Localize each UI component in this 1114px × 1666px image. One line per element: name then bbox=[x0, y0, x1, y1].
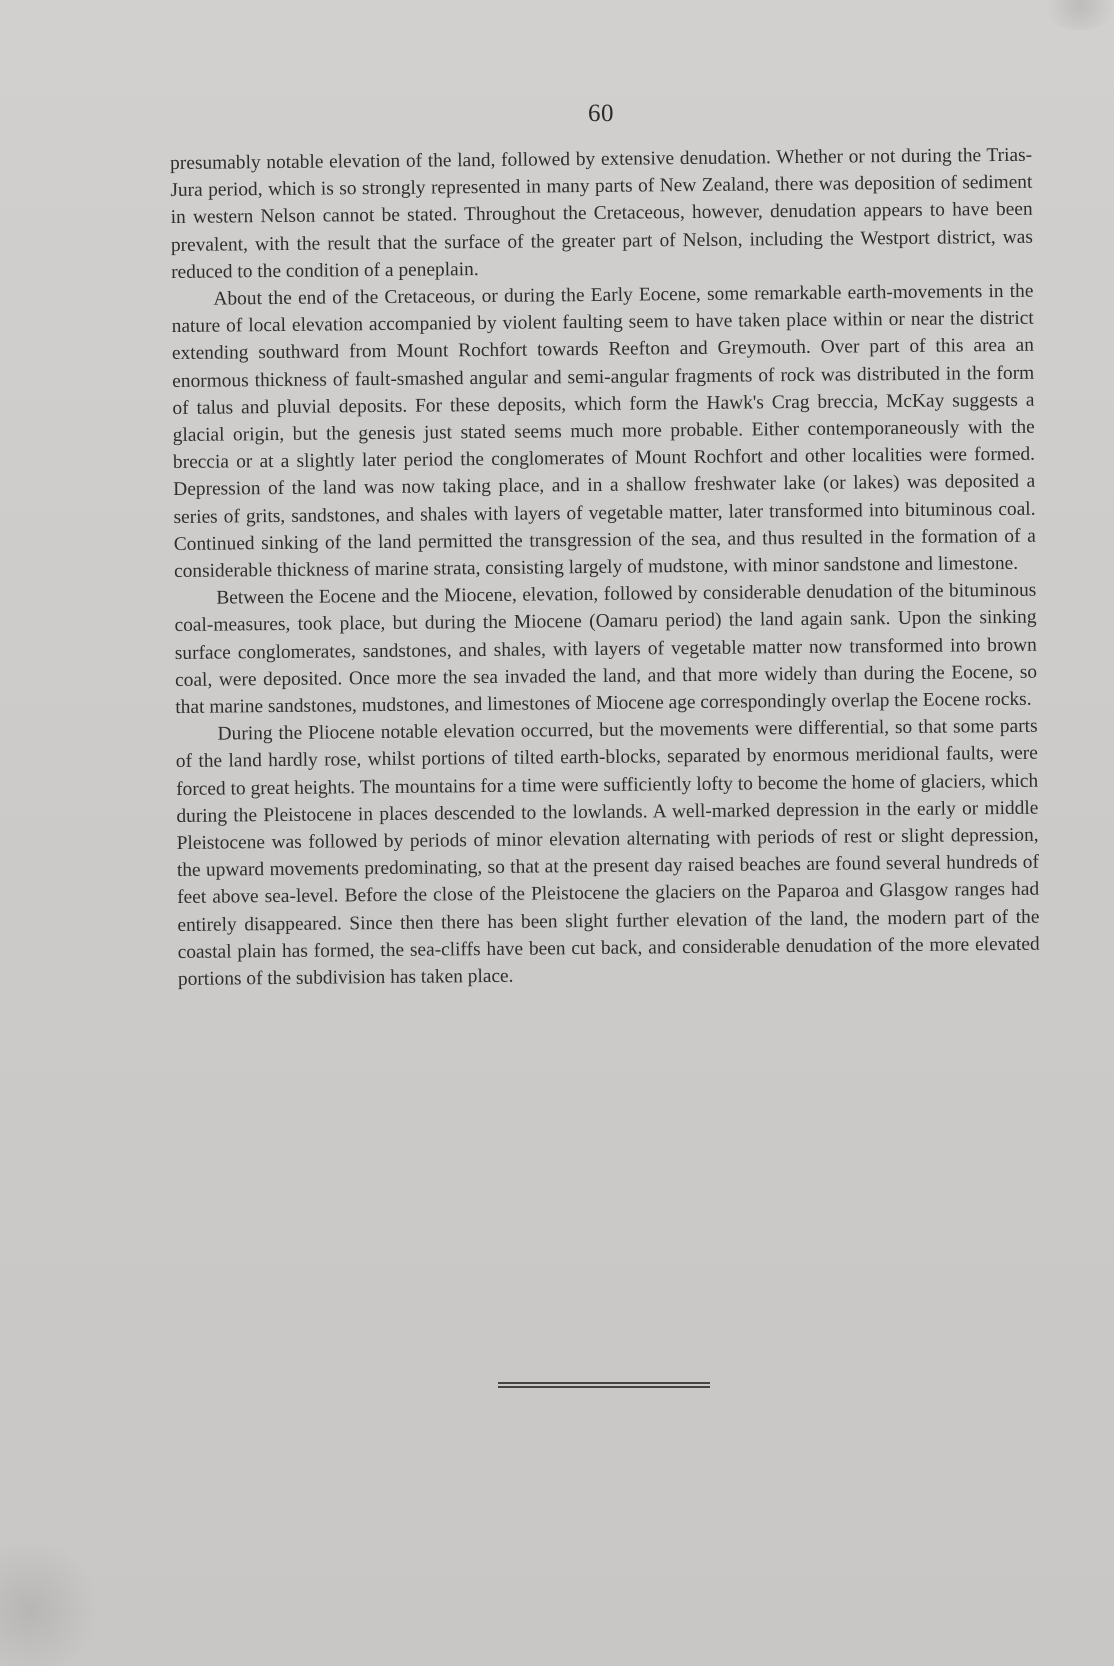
rule-line bbox=[498, 1382, 710, 1384]
paragraph: About the end of the Cretaceous, or during the Early Eocene, some remarkable earth-movements in the nature of local elevation accompanied by violent faulting seem to have taken place within or near the district extending southward from Mount Rochfort towards Reefton and Greymouth. Over part of this area an enormous thickness of fault-smashed angular and semi-angular fragments of rock was distributed in the form of talus and pluvial deposits. For these deposits, which form the Hawk's Crag breccia, McKay suggests a glacial origin, but the genesis just stated seems much more probable. Either contemporaneously with the breccia or at a slightly later period the conglomerates of Mount Rochfort and other localities were formed. Depression of the land was now taking place, and in a shallow freshwater lake (or lakes) was deposited a series of grits, sandstones, and shales with layers of vegetable matter, later transformed into bituminous coal. Continued sinking of the land permitted the transgression of the sea, and thus resulted in the formation of a considerable thickness of marine strata, consisting largely of mudstone, with minor sandstone and limestone. bbox=[171, 280, 1036, 583]
paper-stain bbox=[0, 1540, 100, 1666]
paragraph: presumably notable elevation of the land, followed by extensive denudation. Whether or not during the Trias-Jura period, which is so strongly represented in many parts of New Zealand, there was deposition of sediment in western Nelson cannot be stated. Throughout the Cretaceous, however, denudation appears to have been prevalent, with the result that the surface of the greater part of Nelson, including the Westport district, was reduced to the condition of a peneplain. bbox=[170, 144, 1033, 283]
section-end-rule bbox=[498, 1381, 710, 1389]
page-number: 60 bbox=[588, 100, 614, 127]
rule-line bbox=[498, 1386, 710, 1388]
paragraph: Between the Eocene and the Miocene, elevation, followed by considerable denudation of the bituminous coal-measures, took place, but during the Miocene (Oamaru period) the land again sank. Upon the sinking surface conglomerates, sandstones, and shales, with layers of vegetable matter now transformed into brown coal, were deposited. Once more the sea invaded the land, and that more widely than during the Eocene, so that marine sandstones, mudstones, and limestones of Miocene age correspondingly overlap the Eocene rocks. bbox=[174, 579, 1038, 719]
paper-stain bbox=[1040, 0, 1114, 30]
body-text bbox=[170, 142, 1040, 994]
paragraph: During the Pliocene notable elevation occurred, but the movements were differential, so that some parts of the land hardly rose, whilst portions of tilted earth-blocks, separated by enormous meridional faults, were forced to great heights. The mountains for a time were sufficiently lofty to become the home of glaciers, which during the Pleistocene in places descended to the lowlands. A well-marked depression in the early or middle Pleistocene was followed by periods of minor elevation alternating with periods of rest or slight depression, the upward movements predominating, so that at the present day raised beaches are found several hundreds of feet above sea-level. Before the close of the Pleistocene the glaciers on the Paparoa and Glasgow ranges had entirely disappeared. Since then there has been slight further elevation of the land, the modern part of the coastal plain has formed, the sea-cliffs have been cut back, and considerable denudation of the more elevated portions of the subdivision has taken place. bbox=[175, 715, 1040, 991]
